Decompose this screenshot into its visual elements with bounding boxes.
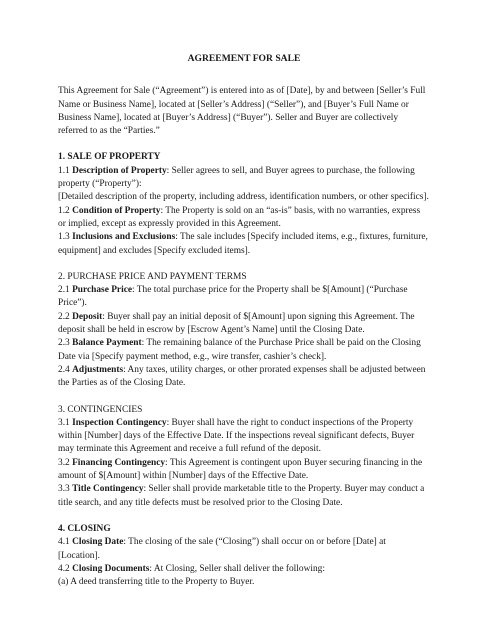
section-heading: 2. PURCHASE PRICE AND PAYMENT TERMS [58,271,247,282]
clause [58,483,430,510]
clause-continuation [58,191,430,204]
clause [58,364,430,391]
clause-text: : The Property is sold on an “as-is” basis, with no warranties, express or implied, except as expressly provided in this Agreement. [58,205,421,229]
clause-number: 2.2 [58,311,73,322]
clause-number: 1.3 [58,232,73,243]
clause-text: (a) A deed transferring title to the Property to Buyer. [58,577,255,588]
clause-term: Closing Documents [72,563,150,574]
document-title: AGREEMENT FOR SALE [187,53,301,64]
clause-number: 2.3 [58,338,73,349]
clause-text: : The total purchase price for the Property shall be $[Amount] (“Purchase Price”). [58,285,408,309]
section-closing [58,523,430,589]
clause-text: : Buyer shall have the right to conduct inspections of the Property within [Number] days of the Effective Date. If the inspections reveal significant defects, Buyer may terminate this Agreement and receive a full refund of the deposit. [58,417,415,455]
clause-number: 4.1 [58,537,73,548]
section-heading: 3. CONTINGENCIES [58,404,143,415]
clause-term: Adjustments [72,364,124,375]
clause-term: Inclusions and Exclusions [72,232,176,243]
clause-term: Condition of Property [72,205,161,216]
clause-text: : Seller agrees to sell, and Buyer agrees to purchase, the following property (“Property”): [58,165,415,190]
section-contingencies [58,404,430,510]
clause [58,536,430,563]
clause-text: : Any taxes, utility charges, or other prorated expenses shall be adjusted between the Parties as of the Closing Date. [58,364,426,389]
document-page [58,52,430,602]
clause [58,417,430,457]
clause-term: Title Contingency [72,484,144,495]
clause-text: [Detailed description of the property, including address, identification numbers, or other specifics]. [58,192,429,203]
clause-text: : The remaining balance of the Purchase Price shall be paid on the Closing Date via [Specify payment method, e.g., wire transfer, cashier’s check]. [58,338,421,362]
clause-number: 3.3 [58,484,73,495]
clause [58,311,430,338]
clause-continuation [58,576,430,589]
clause-term: Balance Payment [72,338,142,349]
clause [58,284,430,311]
intro-paragraph: This Agreement for Sale (“Agreement”) is entered into as of [Date], by and between [Seller’s Full Name or Business Name], located at [Seller’s Address] (“Seller”), and [Buyer’s Full Name or Business Name], located at [Buyer’s Address] (“Buyer”). Seller and Buyer are collectively referred to as the “Parties.” [58,86,426,137]
clause-text: : The closing of the sale (“Closing”) shall occur on or before [Date] at [Location]. [58,537,386,561]
section-sale-of-property [58,151,430,257]
clause-number: 2.4 [58,364,73,375]
clause [58,457,430,484]
clause-number: 3.2 [58,457,73,468]
clause [58,337,430,364]
clause-number: 3.1 [58,417,73,428]
clause [58,165,430,192]
clause [58,205,430,232]
clause-number: 2.1 [58,285,73,296]
clause-term: Deposit [72,311,103,322]
clause-text: : Buyer shall pay an initial deposit of $[Amount] upon signing this Agreement. The deposit shall be held in escrow by [Escrow Agent’s Name] until the Closing Date. [58,311,415,336]
clause-number: 1.2 [58,205,73,216]
clause-term: Description of Property [72,165,167,176]
clause-number: 4.2 [58,563,73,574]
clause-term: Purchase Price [72,285,133,296]
clause-text: : This Agreement is contingent upon Buyer securing financing in the amount of $[Amount] within [Number] days of the Effective Date. [58,457,423,482]
section-purchase-price [58,271,430,391]
clause [58,563,430,576]
section-heading: 4. CLOSING [58,523,111,534]
clause-text: : Seller shall provide marketable title to the Property. Buyer may conduct a title search, and any title defects must be resolved prior to the Closing Date. [58,484,425,508]
clause [58,231,430,258]
clause-term: Inspection Contingency [72,417,167,428]
clause-number: 1.1 [58,165,73,176]
clause-text: : At Closing, Seller shall deliver the following: [149,563,325,574]
clause-term: Financing Contingency [72,457,166,468]
clause-text: : The sale includes [Specify included items, e.g., fixtures, furniture, equipment] and excludes [Specify excluded items]. [58,232,428,256]
clause-term: Closing Date [72,537,124,548]
section-heading: 1. SALE OF PROPERTY [58,152,161,163]
